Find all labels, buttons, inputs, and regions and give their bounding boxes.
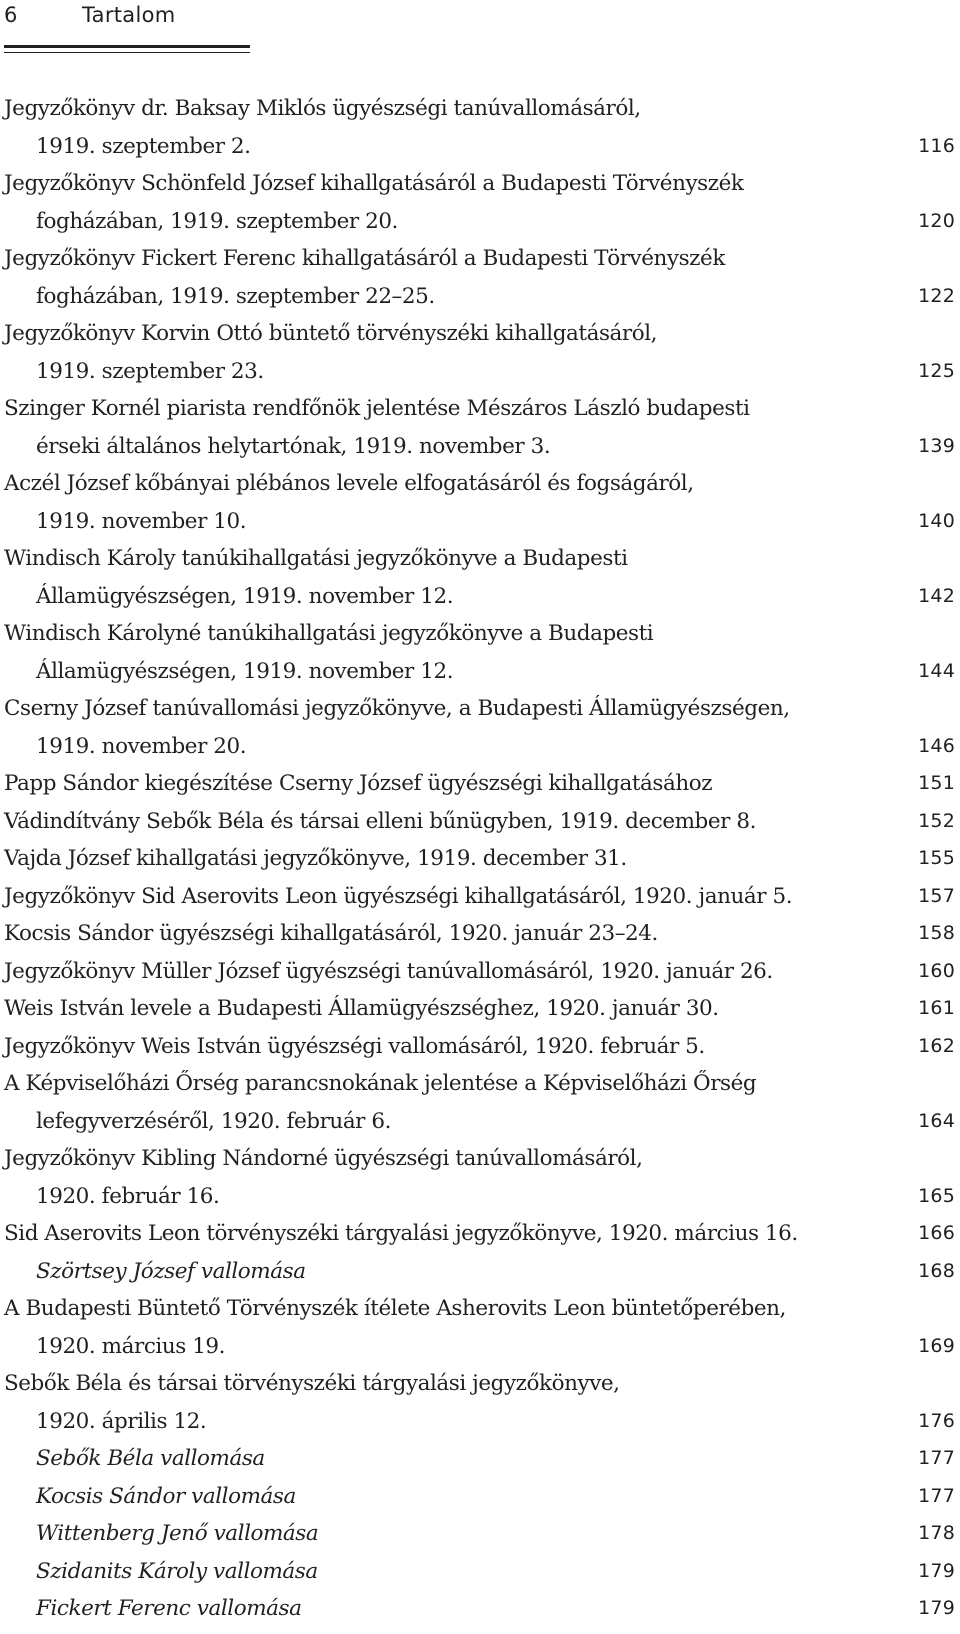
toc-entry-title: Sid Aserovits Leon törvényszéki tárgyalási jegyzőkönyve, 1920. március 16. (4, 1221, 798, 1246)
toc-entry-line (0, 953, 960, 991)
running-title: Tartalom (82, 3, 176, 27)
table-of-contents (0, 90, 960, 1628)
toc-entry-line (0, 615, 960, 653)
toc-entry (0, 1478, 960, 1516)
toc-entry-line (0, 203, 960, 241)
toc-entry-title: Weis István levele a Budapesti Államügyészséghez, 1920. január 30. (4, 996, 719, 1021)
toc-entry-line (0, 990, 960, 1028)
toc-entry-line (0, 1365, 960, 1403)
toc-entry-line (0, 1253, 960, 1291)
toc-entry (0, 1590, 960, 1628)
toc-entry-line (0, 840, 960, 878)
toc-entry-line (0, 1178, 960, 1216)
toc-entry-line (0, 1478, 960, 1516)
toc-subentry-title: Szörtsey József vallomása (36, 1258, 306, 1284)
toc-entry-title: érseki általános helytartónak, 1919. november 3. (36, 433, 551, 459)
toc-entry (0, 540, 960, 615)
toc-entry-line (0, 1103, 960, 1141)
toc-page-number: 160 (918, 959, 955, 982)
toc-entry (0, 1365, 960, 1440)
toc-subentry-title: Szidanits Károly vallomása (36, 1558, 318, 1584)
toc-entry (0, 690, 960, 765)
toc-entry-title: Sebők Béla és társai törvényszéki tárgyalási jegyzőkönyve, (4, 1371, 620, 1396)
toc-entry-title: Windisch Károlyné tanúkihallgatási jegyzőkönyve a Budapesti (4, 621, 654, 646)
toc-entry-title: Jegyzőkönyv Korvin Ottó büntető törvényszéki kihallgatásáról, (4, 321, 658, 346)
toc-entry-line (0, 803, 960, 841)
toc-entry (0, 1253, 960, 1291)
toc-page-number: 179 (918, 1559, 955, 1582)
toc-entry-line (0, 390, 960, 428)
toc-entry-title: Államügyészségen, 1919. november 12. (36, 583, 454, 609)
toc-entry (0, 1028, 960, 1066)
toc-page-number: 168 (918, 1259, 955, 1282)
toc-page-number: 177 (918, 1484, 955, 1507)
toc-entry-line (0, 278, 960, 316)
toc-entry (0, 765, 960, 803)
toc-entry-title: Jegyzőkönyv Sid Aserovits Leon ügyészségi kihallgatásáról, 1920. január 5. (4, 883, 793, 909)
toc-entry-line (0, 90, 960, 128)
toc-entry (0, 1515, 960, 1553)
toc-entry (0, 990, 960, 1028)
header-double-rule (4, 45, 250, 53)
toc-entry-title: lefegyverzéséről, 1920. február 6. (36, 1108, 392, 1134)
toc-page-number: 161 (918, 997, 955, 1019)
toc-entry (0, 1215, 960, 1253)
toc-entry-line (0, 1328, 960, 1366)
toc-entry-title: 1919. szeptember 2. (36, 133, 251, 159)
page-number: 6 (4, 3, 18, 27)
toc-entry-title: Szinger Kornél piarista rendfőnök jelentése Mészáros László budapesti (4, 396, 750, 421)
toc-page-number: 176 (918, 1409, 955, 1432)
toc-entry-title: Jegyzőkönyv dr. Baksay Miklós ügyészségi tanúvallomásáról, (4, 96, 641, 121)
toc-entry-title: Vádindítvány Sebők Béla és társai elleni bűnügyben, 1919. december 8. (4, 808, 756, 834)
toc-entry-line (0, 1403, 960, 1441)
toc-page-number: 164 (918, 1109, 955, 1132)
toc-entry-line (0, 1028, 960, 1066)
toc-page-number: 122 (918, 284, 955, 307)
toc-entry-line (0, 1290, 960, 1328)
toc-entry-line (0, 728, 960, 766)
toc-subentry-title: Fickert Ferenc vallomása (36, 1596, 302, 1621)
toc-subentry-title: Kocsis Sándor vallomása (36, 1483, 296, 1509)
toc-page-number: 120 (918, 209, 955, 232)
toc-entry-line (0, 653, 960, 691)
toc-page-number: 146 (918, 734, 955, 757)
toc-entry-title: Aczél József kőbányai plébános levele elfogatásáról és fogságáról, (4, 471, 694, 496)
toc-entry-title: Vajda József kihallgatási jegyzőkönyve, 1919. december 31. (4, 846, 627, 871)
toc-entry (0, 803, 960, 841)
toc-entry-line (0, 240, 960, 278)
toc-entry-line (0, 878, 960, 916)
toc-entry-line (0, 428, 960, 466)
toc-page-number: 144 (918, 659, 955, 682)
toc-page-number: 116 (918, 134, 955, 157)
toc-entry (0, 1440, 960, 1478)
toc-entry (0, 878, 960, 916)
toc-subentry-title: Wittenberg Jenő vallomása (36, 1521, 319, 1546)
toc-entry (0, 953, 960, 991)
toc-entry-line (0, 690, 960, 728)
toc-entry-line (0, 578, 960, 616)
toc-entry (0, 390, 960, 465)
toc-entry-line (0, 915, 960, 953)
toc-page-number: 155 (918, 847, 955, 869)
toc-entry-title: Jegyzőkönyv Schönfeld József kihallgatásáról a Budapesti Törvényszék (4, 171, 744, 196)
toc-entry-line (0, 503, 960, 541)
toc-entry-line (0, 315, 960, 353)
toc-page-number: 169 (918, 1334, 955, 1357)
toc-entry (0, 1290, 960, 1365)
toc-page-number: 177 (918, 1447, 955, 1469)
toc-entry-title: Jegyzőkönyv Müller József ügyészségi tanúvallomásáról, 1920. január 26. (4, 958, 773, 984)
toc-entry (0, 1065, 960, 1140)
toc-entry-title: Windisch Károly tanúkihallgatási jegyzőkönyve a Budapesti (4, 546, 628, 571)
toc-entry-title: Jegyzőkönyv Weis István ügyészségi vallomásáról, 1920. február 5. (4, 1033, 705, 1059)
toc-entry (0, 165, 960, 240)
toc-entry (0, 240, 960, 315)
toc-entry-title: Jegyzőkönyv Fickert Ferenc kihallgatásáról a Budapesti Törvényszék (4, 246, 725, 271)
toc-page-number: 165 (918, 1184, 955, 1207)
toc-entry-line (0, 1553, 960, 1591)
toc-entry-line (0, 765, 960, 803)
toc-entry (0, 315, 960, 390)
toc-entry-title: fogházában, 1919. szeptember 20. (36, 208, 398, 234)
toc-entry-line (0, 1140, 960, 1178)
toc-page-number: 125 (918, 359, 955, 382)
toc-entry-title: A Képviselőházi Őrség parancsnokának jelentése a Képviselőházi Őrség (4, 1071, 757, 1096)
toc-entry-line (0, 128, 960, 166)
toc-entry-title: Kocsis Sándor ügyészségi kihallgatásáról, 1920. január 23–24. (4, 921, 658, 946)
toc-page-number: 142 (918, 584, 955, 607)
toc-entry-title: Jegyzőkönyv Kibling Nándorné ügyészségi tanúvallomásáról, (4, 1146, 643, 1171)
toc-entry-line (0, 1065, 960, 1103)
toc-page-number: 151 (918, 772, 955, 794)
page-header (4, 0, 176, 30)
toc-entry-title: 1919. november 20. (36, 733, 247, 759)
toc-entry-line (0, 165, 960, 203)
toc-entry (0, 1140, 960, 1215)
toc-entry-title: 1919. szeptember 23. (36, 358, 264, 384)
toc-entry-line (0, 1590, 960, 1628)
toc-page-number: 179 (918, 1597, 955, 1619)
toc-page-number: 162 (918, 1034, 955, 1057)
toc-entry-title: 1919. november 10. (36, 508, 247, 534)
toc-entry (0, 915, 960, 953)
toc-page-number: 152 (918, 809, 955, 832)
toc-entry-line (0, 465, 960, 503)
toc-entry (0, 90, 960, 165)
toc-entry-line (0, 1215, 960, 1253)
toc-page-number: 166 (918, 1222, 955, 1244)
toc-entry-title: 1920. március 19. (36, 1333, 226, 1359)
toc-entry-title: Papp Sándor kiegészítése Cserny József ügyészségi kihallgatásához (4, 771, 713, 796)
toc-entry (0, 465, 960, 540)
toc-page-number: 178 (918, 1522, 955, 1544)
toc-entry-title: 1920. április 12. (36, 1408, 207, 1434)
toc-entry-line (0, 353, 960, 391)
toc-page-number: 157 (918, 884, 955, 907)
toc-entry (0, 615, 960, 690)
toc-entry-title: A Budapesti Büntető Törvényszék ítélete Asherovits Leon büntetőperében, (4, 1296, 786, 1321)
toc-entry (0, 1553, 960, 1591)
toc-page-number: 140 (918, 509, 955, 532)
toc-page-number: 158 (918, 922, 955, 944)
toc-entry-line (0, 540, 960, 578)
toc-subentry-title: Sebők Béla vallomása (36, 1446, 265, 1471)
toc-entry (0, 840, 960, 878)
toc-entry-line (0, 1515, 960, 1553)
toc-entry-title: Államügyészségen, 1919. november 12. (36, 658, 454, 684)
toc-entry-title: fogházában, 1919. szeptember 22–25. (36, 283, 435, 309)
toc-entry-line (0, 1440, 960, 1478)
toc-page-number: 139 (918, 434, 955, 457)
toc-entry-title: 1920. február 16. (36, 1183, 220, 1209)
toc-entry-title: Cserny József tanúvallomási jegyzőkönyve, a Budapesti Államügyészségen, (4, 696, 790, 721)
